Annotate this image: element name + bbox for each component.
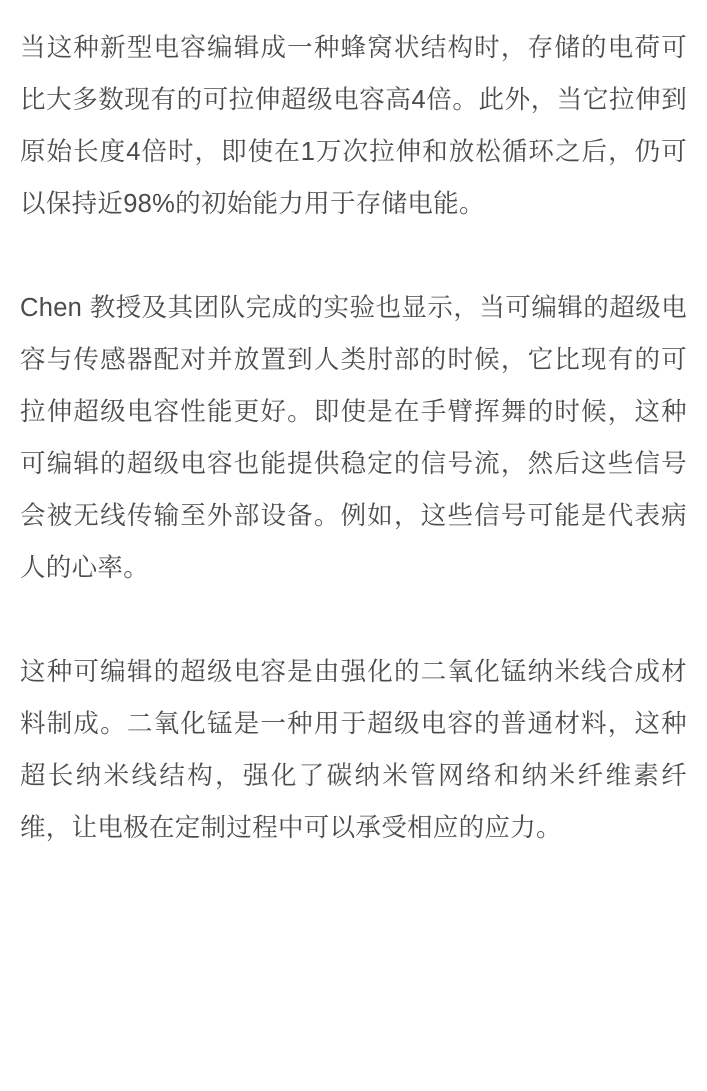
- paragraph-2: Chen 教授及其团队完成的实验也显示，当可编辑的超级电容与传感器配对并放置到人类肘部的时候，它比现有的可拉伸超级电容性能更好。即使是在手臂挥舞的时候，这种可编辑的超级电容也能提供稳定的信号流，然后这些信号会被无线传输至外部设备。例如，这些信号可能是代表病人的心率。: [20, 294, 687, 582]
- paragraph-1: 当这种新型电容编辑成一种蜂窝状结构时，存储的电荷可比大多数现有的可拉伸超级电容高4倍。此外，当它拉伸到原始长度4倍时，即使在1万次拉伸和放松循环之后，仍可以保持近98%的初始能力用于存储电能。: [20, 34, 687, 218]
- paragraph-3: 这种可编辑的超级电容是由强化的二氧化锰纳米线合成材料制成。二氧化锰是一种用于超级电容的普通材料，这种超长纳米线结构，强化了碳纳米管网络和纳米纤维素纤维，让电极在定制过程中可以承受相应的应力。: [20, 658, 687, 842]
